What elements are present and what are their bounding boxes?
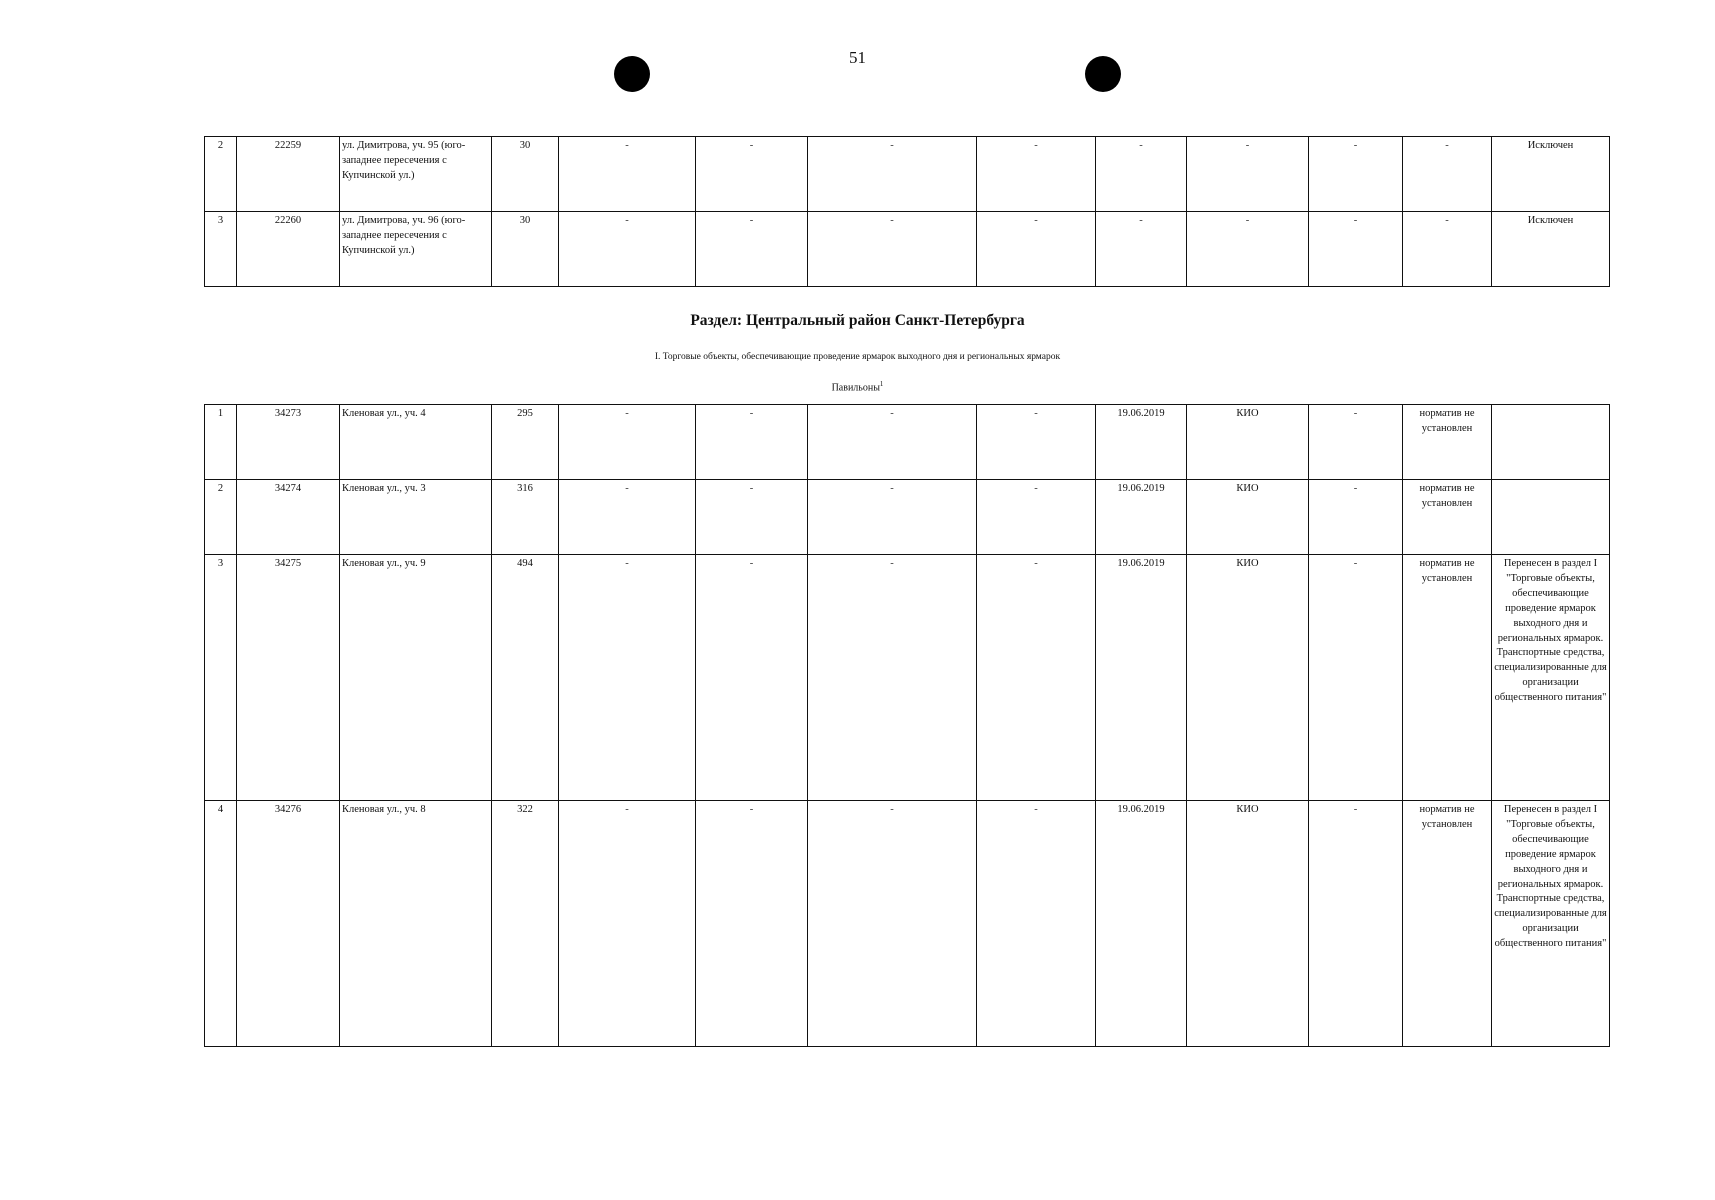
table-row (205, 801, 1610, 1047)
cell-norm: норматив не установлен (1403, 555, 1492, 801)
cell-code: 34273 (237, 405, 340, 480)
cell-number: 3 (205, 555, 237, 801)
page-number: 51 (849, 48, 866, 67)
cell-status: Исключен (1492, 137, 1610, 212)
cell-empty: - (1187, 137, 1309, 212)
table-row (205, 405, 1610, 480)
table-row (205, 555, 1610, 801)
table-row (205, 212, 1610, 287)
subsection-title: I. Торговые объекты, обеспечивающие проведение ярмарок выходного дня и региональных ярмарок (654, 352, 1061, 362)
cell-status (1492, 480, 1610, 555)
cell-address: Кленовая ул., уч. 8 (340, 801, 492, 1047)
cell-address: ул. Димитрова, уч. 95 (юго-западнее пересечения с Купчинской ул.) (340, 137, 492, 212)
cell-empty: - (808, 801, 977, 1047)
cell-empty: - (808, 480, 977, 555)
cell-date: 19.06.2019 (1096, 480, 1187, 555)
cell-empty: - (808, 405, 977, 480)
footnote-marker: 1 (879, 380, 884, 388)
cell-code: 34275 (237, 555, 340, 801)
cell-status (1492, 405, 1610, 480)
cell-empty: - (1309, 212, 1403, 287)
table-row (205, 137, 1610, 212)
cell-number: 1 (205, 405, 237, 480)
cell-empty: - (1403, 212, 1492, 287)
cell-code: 22260 (237, 212, 340, 287)
cell-empty: - (977, 137, 1096, 212)
cell-empty: - (559, 212, 696, 287)
cell-empty: - (808, 137, 977, 212)
punch-hole-right (1085, 56, 1121, 92)
punch-hole-left (614, 56, 650, 92)
cell-number: 4 (205, 801, 237, 1047)
cell-empty: - (1187, 212, 1309, 287)
cell-empty: - (977, 405, 1096, 480)
cell-organization: КИО (1187, 405, 1309, 480)
section-title: Раздел: Центральный район Санкт-Петербурга (690, 312, 1025, 329)
cell-status: Перенесен в раздел I "Торговые объекты, обеспечивающие проведение ярмарок выходного дня и региональных ярмарок. Транспортные средства, специализированные для организации общественного питания" (1492, 801, 1610, 1047)
category-title (0, 380, 1715, 393)
cell-area: 30 (492, 137, 559, 212)
cell-empty: - (808, 555, 977, 801)
cell-area: 322 (492, 801, 559, 1047)
cell-empty: - (696, 480, 808, 555)
cell-empty: - (559, 801, 696, 1047)
cell-empty: - (696, 555, 808, 801)
cell-organization: КИО (1187, 555, 1309, 801)
table-continued-body (205, 137, 1610, 287)
cell-address: ул. Димитрова, уч. 96 (юго-западнее пересечения с Купчинской ул.) (340, 212, 492, 287)
cell-area: 494 (492, 555, 559, 801)
cell-norm: норматив не установлен (1403, 405, 1492, 480)
cell-empty: - (1309, 555, 1403, 801)
cell-empty: - (559, 480, 696, 555)
cell-date: 19.06.2019 (1096, 405, 1187, 480)
table-row (205, 480, 1610, 555)
cell-empty: - (696, 137, 808, 212)
cell-empty: - (1096, 137, 1187, 212)
cell-norm: норматив не установлен (1403, 480, 1492, 555)
cell-empty: - (977, 555, 1096, 801)
cell-empty: - (696, 212, 808, 287)
cell-code: 22259 (237, 137, 340, 212)
cell-empty: - (559, 405, 696, 480)
cell-empty: - (977, 801, 1096, 1047)
table-continued (204, 136, 1610, 287)
cell-date: 19.06.2019 (1096, 555, 1187, 801)
cell-empty: - (559, 137, 696, 212)
cell-empty: - (977, 480, 1096, 555)
table-pavilions-body (205, 405, 1610, 1047)
cell-address: Кленовая ул., уч. 9 (340, 555, 492, 801)
cell-empty: - (1403, 137, 1492, 212)
cell-empty: - (696, 405, 808, 480)
cell-empty: - (559, 555, 696, 801)
cell-empty: - (1309, 480, 1403, 555)
cell-organization: КИО (1187, 480, 1309, 555)
cell-empty: - (1096, 212, 1187, 287)
cell-status: Перенесен в раздел I "Торговые объекты, обеспечивающие проведение ярмарок выходного дня и региональных ярмарок. Транспортные средства, специализированные для организации общественного питания" (1492, 555, 1610, 801)
cell-norm: норматив не установлен (1403, 801, 1492, 1047)
cell-empty: - (1309, 405, 1403, 480)
cell-empty: - (808, 212, 977, 287)
cell-number: 2 (205, 480, 237, 555)
cell-date: 19.06.2019 (1096, 801, 1187, 1047)
cell-area: 316 (492, 480, 559, 555)
cell-code: 34274 (237, 480, 340, 555)
cell-number: 3 (205, 212, 237, 287)
cell-empty: - (1309, 137, 1403, 212)
cell-number: 2 (205, 137, 237, 212)
cell-address: Кленовая ул., уч. 3 (340, 480, 492, 555)
category-label: Павильоны (831, 382, 880, 394)
cell-empty: - (1309, 801, 1403, 1047)
cell-empty: - (977, 212, 1096, 287)
cell-address: Кленовая ул., уч. 4 (340, 405, 492, 480)
cell-area: 295 (492, 405, 559, 480)
cell-code: 34276 (237, 801, 340, 1047)
cell-empty: - (696, 801, 808, 1047)
cell-area: 30 (492, 212, 559, 287)
cell-organization: КИО (1187, 801, 1309, 1047)
table-pavilions (204, 404, 1610, 1047)
cell-status: Исключен (1492, 212, 1610, 287)
